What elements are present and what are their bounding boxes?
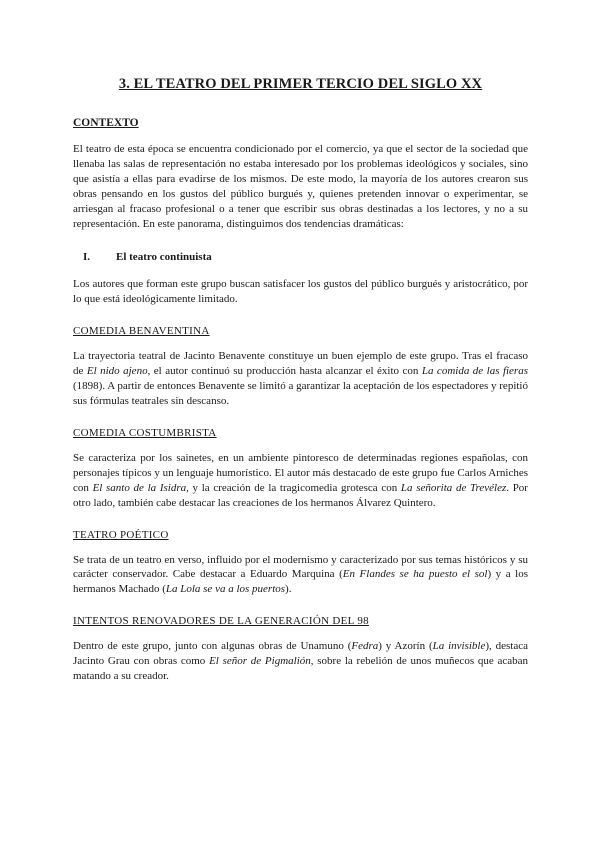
text-run: Se trata de un teatro en verso, influido por el modernismo y caracterizado por sus temas históricos y su carácter conservador. Cabe destacar a Eduardo Marquina ( <box>73 553 528 581</box>
page-title: 3. EL TEATRO DEL PRIMER TERCIO DEL SIGLO XX <box>118 76 483 92</box>
text-run: ) y a los hermanos Machado ( <box>73 568 528 596</box>
benaventina-heading: COMEDIA BENAVENTINA <box>73 325 210 338</box>
text-run: ), destaca Jacinto Grau con obras como <box>73 640 529 668</box>
poetico-heading: TEATRO POÉTICO <box>73 528 169 541</box>
text-run: (1898). A partir de entonces Benavente se limitó a garantizar la aceptación de los espectadores y repitió sus fórmulas teatrales sin descanso. <box>73 380 528 407</box>
text-run: La trayectoria teatral de Jacinto Benavente constituye un buen ejemplo de este grupo. Tras el fracaso de <box>73 350 528 378</box>
text-run: ). <box>285 583 292 596</box>
text-run: ) y Azorín ( <box>378 640 433 653</box>
text-run: , sobre la rebelión de unos muñecos que acaban matando a su creador. <box>73 655 529 683</box>
list-number: I. <box>83 251 91 264</box>
costumbrista-heading: COMEDIA COSTUMBRISTA <box>73 426 217 439</box>
work-title: El santo de la Isidra <box>92 481 187 494</box>
text-run: Dentro de este grupo, junto con algunas obras de Unamuno ( <box>73 640 352 653</box>
benaventina-paragraph <box>73 349 528 409</box>
work-title: Fedra <box>351 640 379 653</box>
work-title: La señorita de Trevélez <box>400 481 507 494</box>
costumbrista-paragraph <box>73 451 528 511</box>
work-title: La invisible <box>432 640 486 653</box>
renovadores-heading: INTENTOS RENOVADORES DE LA GENERACIÓN DEL 98 <box>73 615 369 628</box>
continuista-paragraph: Los autores que forman este grupo buscan satisfacer los gustos del público burgués y aristocrático, por lo que está ideológicamente limitado. <box>73 278 528 306</box>
continuista-heading <box>73 251 528 263</box>
work-title: El nido ajeno <box>86 365 148 378</box>
poetico-paragraph <box>73 553 528 598</box>
work-title: La Lola se va a los puertos <box>165 583 286 596</box>
work-title: El señor de Pigmalión <box>209 655 311 668</box>
contexto-heading: CONTEXTO <box>73 117 139 129</box>
contexto-paragraph: El teatro de esta época se encuentra condicionado por el comercio, ya que el sector de la sociedad que llenaba las salas de representación no estaba interesado por los problemas ideológicos y sociales, sino que asistía a ellas para evadirse de los mismos. De este modo, la mayoría de los autores crearon sus obras pensando en los gustos del público burgués y, quienes pretenden innovar o experimentar, se arriesgan al fracaso profesional o a tener que escribir sus obras destinadas a los lectores, y no a su representación. En este panorama, distinguimos dos tendencias dramáticas: <box>73 143 528 230</box>
document-page <box>73 70 528 684</box>
text-run: , el autor continuó su producción hasta alcanzar el éxito con <box>147 365 422 378</box>
renovadores-paragraph <box>73 639 528 684</box>
text-run: Se caracteriza por los sainetes, en un ambiente pintoresco de determinadas regiones españolas, con personajes típicos y un lenguaje humorístico. El autor más destacado de este grupo fue Carlos Arniches con <box>73 451 528 494</box>
list-heading-label: El teatro continuista <box>116 251 212 264</box>
work-title: En Flandes se ha puesto el sol <box>342 568 488 581</box>
work-title: La comida de las fieras <box>421 365 528 378</box>
text-run: , y la creación de la tragicomedia grotesca con <box>186 481 401 494</box>
text-run: . Por otro lado, también cabe destacar las creaciones de los hermanos Álvarez Quintero. <box>73 481 528 509</box>
